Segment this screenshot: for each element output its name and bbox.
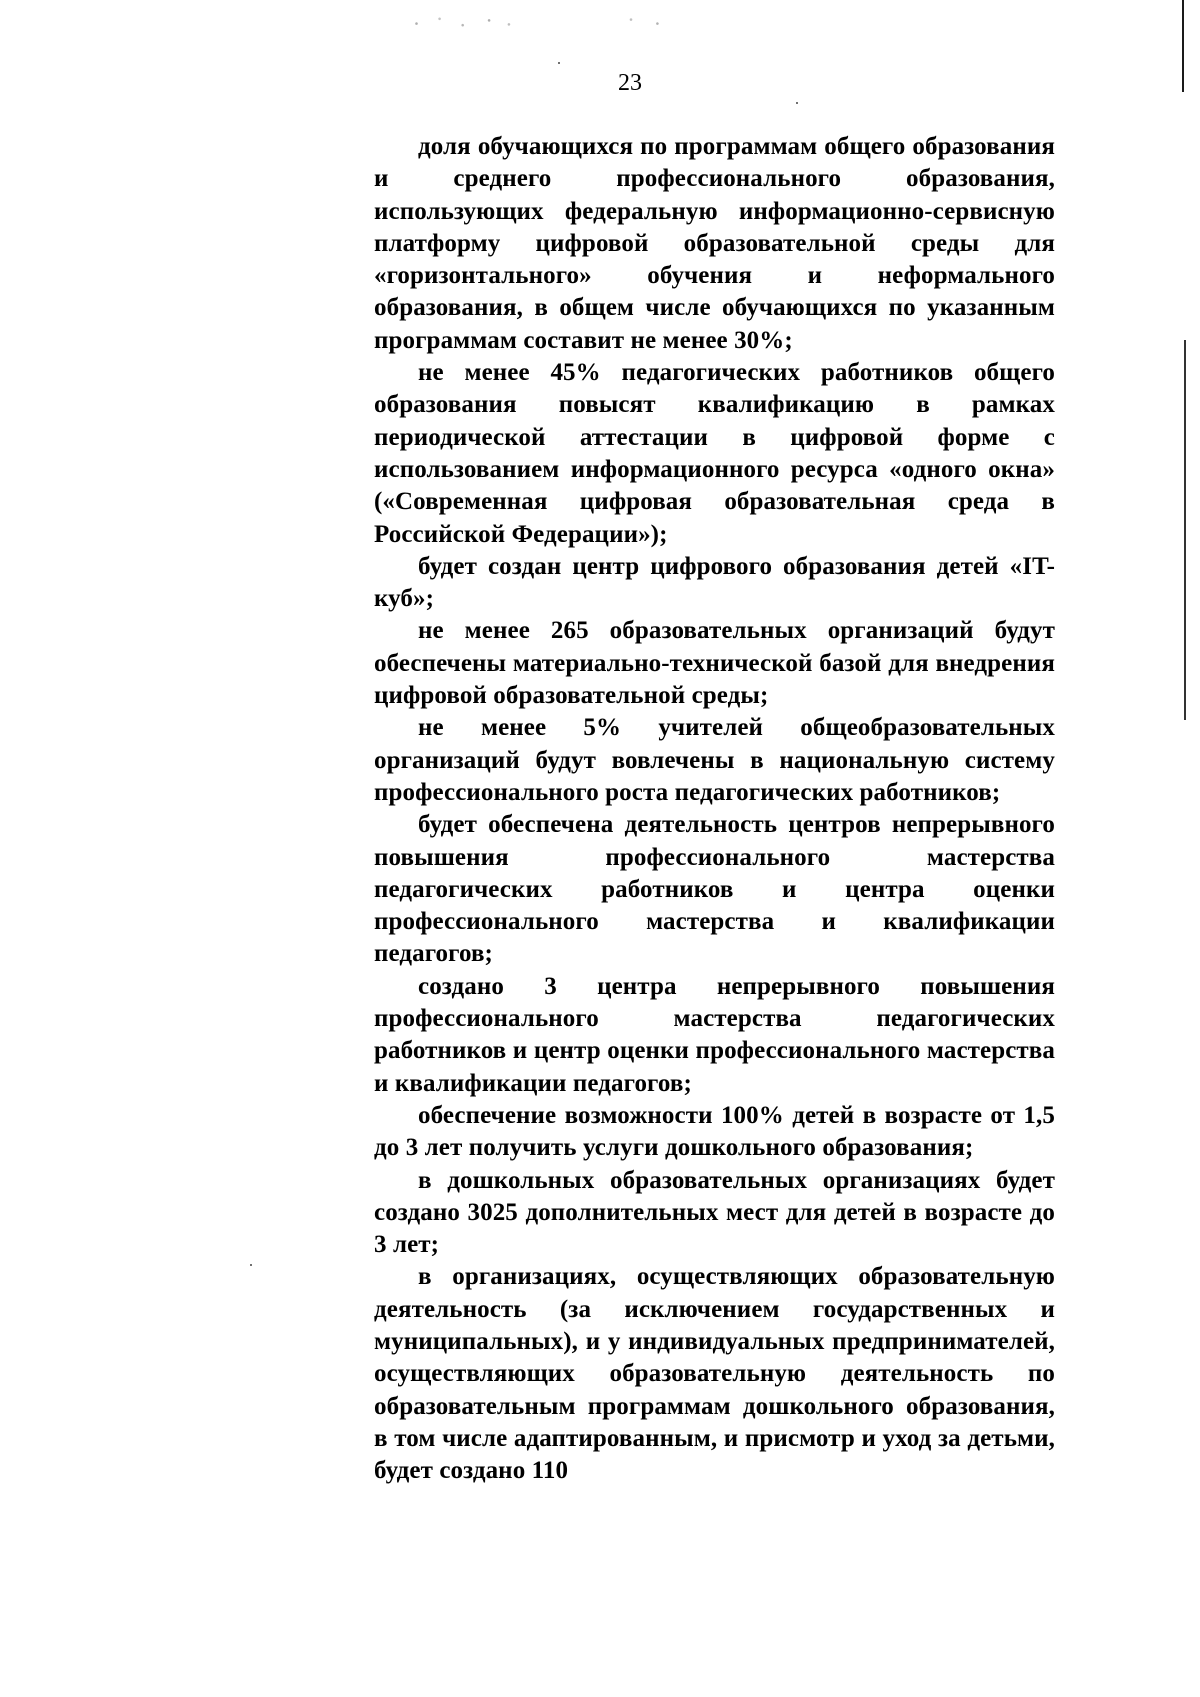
scan-edge-line	[1184, 340, 1186, 720]
paragraph: будет обеспечена деятельность центров непрерывного повышения профессионального мастерства педагогических работников и центра оценки профессионального мастерства и квалификации педагогов;	[374, 811, 1055, 968]
paragraph: не менее 45% педагогических работников общего образования повысят квалификацию в рамках периодической аттестации в цифровой форме с использованием информационного ресурса «одного окна» («Современная цифровая образовательная среда в Российской Федерации»);	[374, 359, 1055, 548]
scan-speck	[250, 1264, 252, 1266]
paragraph: доля обучающихся по программам общего образования и среднего профессионального образования, использующих федеральную информационно-сервисную платформу цифровой образовательной среды для «горизонтального» обучения и неформального образования, в общем числе обучающихся по указанным программам составит не менее 30%;	[374, 133, 1055, 354]
paragraph: не менее 5% учителей общеобразовательных организаций будут вовлечены в национальную систему профессионального роста педагогических работников;	[374, 714, 1055, 806]
paragraph: в дошкольных образовательных организациях будет создано 3025 дополнительных мест для детей в возрасте до 3 лет;	[374, 1166, 1055, 1259]
page-number: 23	[618, 70, 642, 96]
paragraph: обеспечение возможности 100% детей в возрасте от 1,5 до 3 лет получить услуги дошкольного образования;	[374, 1101, 1055, 1162]
paragraph: создано 3 центра непрерывного повышения профессионального мастерства педагогических работников и центр оценки профессионального мастерства и квалификации педагогов;	[374, 972, 1055, 1097]
paragraph: будет создан центр цифрового образования детей «IT-куб»;	[374, 552, 1055, 613]
scan-speck	[796, 102, 798, 104]
scan-speck	[558, 62, 560, 64]
document-body	[374, 131, 1055, 1487]
scan-noise	[400, 14, 730, 30]
paragraph: в организациях, осуществляющих образовательную деятельность (за исключением государственных и муниципальных), и у индивидуальных предпринимателей, осуществляющих образовательную деятельность по образовательным программам дошкольного образования, в том числе адаптированным, и присмотр и уход за детьми, будет создано 110	[374, 1263, 1055, 1485]
paragraph: не менее 265 образовательных организаций будут обеспечены материально-технической базой для внедрения цифровой образовательной среды;	[374, 617, 1055, 710]
